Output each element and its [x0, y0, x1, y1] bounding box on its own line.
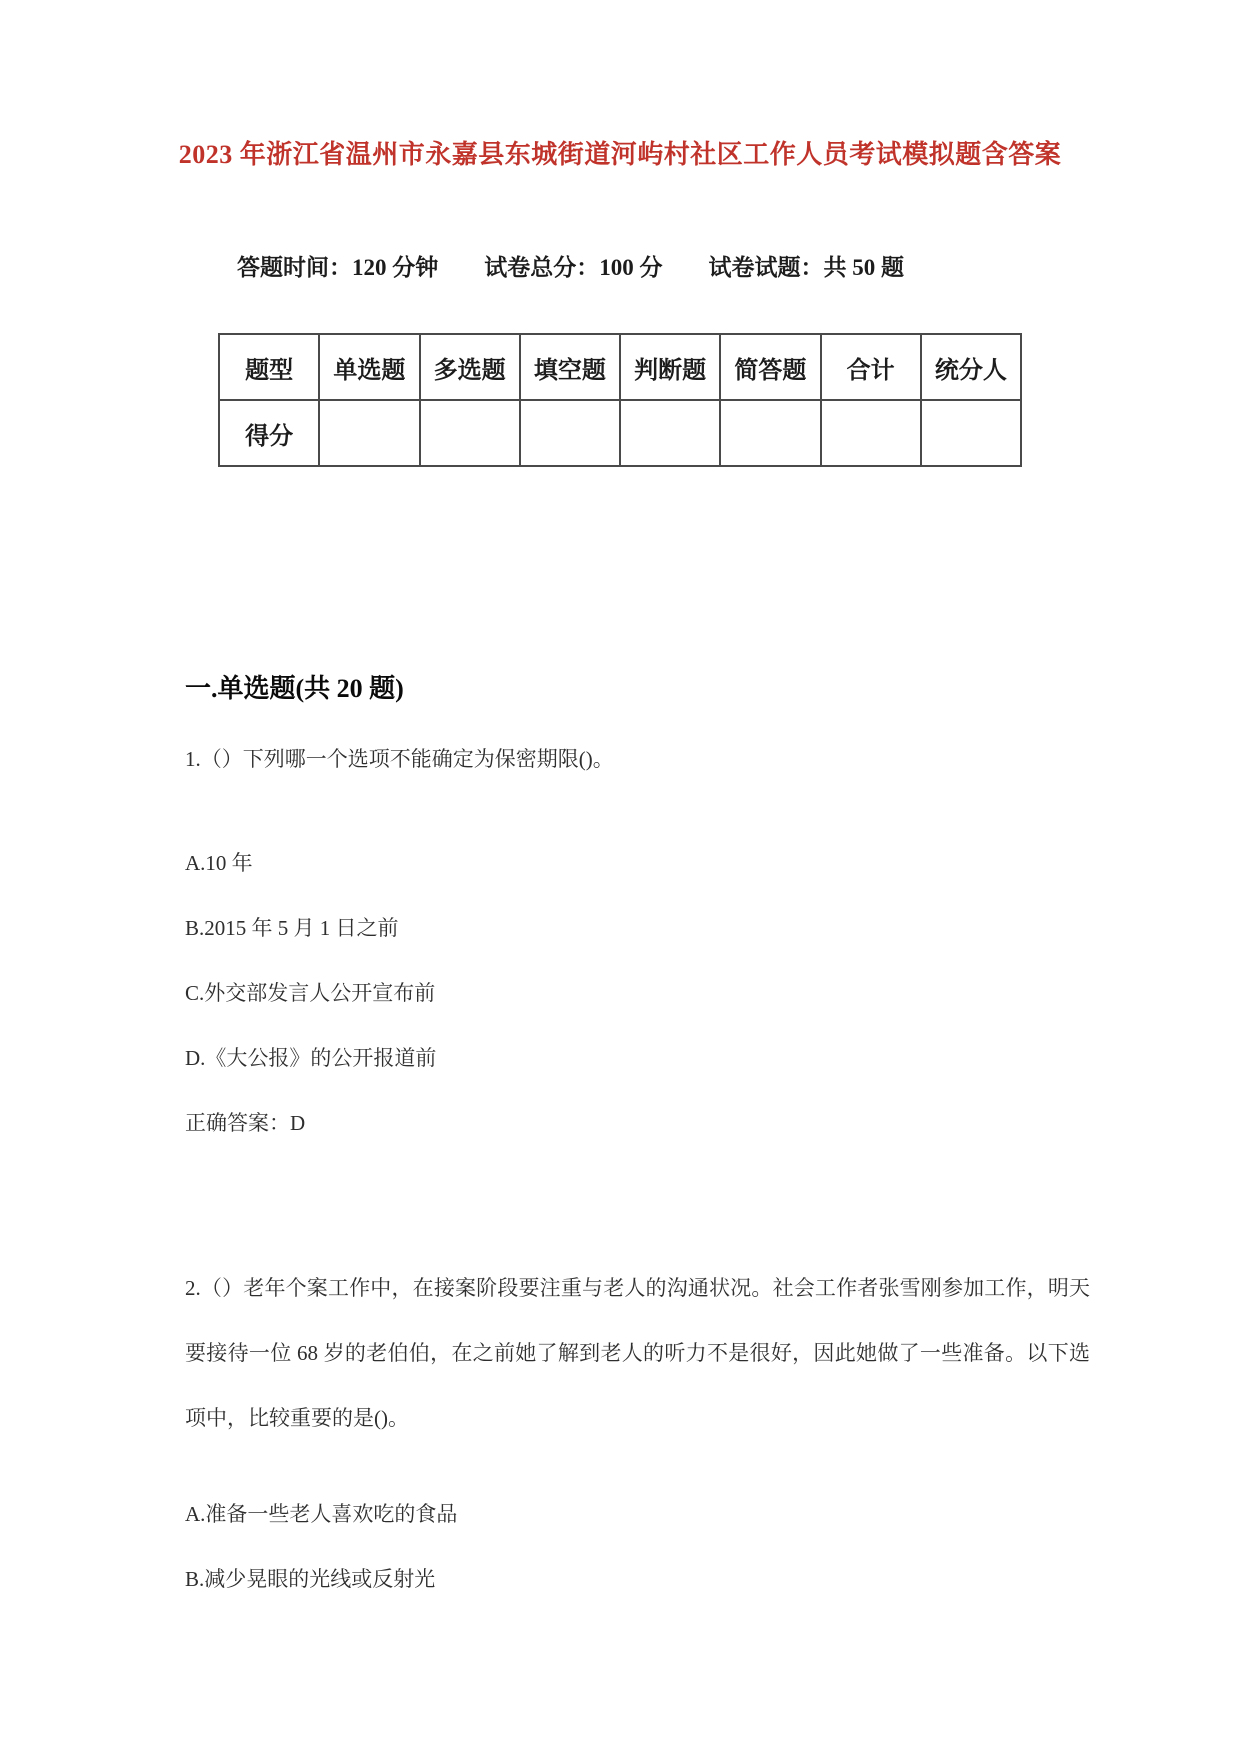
score-table-header-cell: 填空题 — [520, 334, 620, 400]
score-cell-empty — [821, 400, 921, 466]
score-table-value-row — [219, 400, 1021, 466]
question-2-option-a: A.准备一些老人喜欢吃的食品 — [185, 1502, 458, 1526]
score-table — [218, 333, 1022, 467]
page-title: 2023 年浙江省温州市永嘉县东城街道河屿村社区工作人员考试模拟题含答案 — [178, 140, 1062, 169]
score-table-header-cell: 统分人 — [921, 334, 1021, 400]
question-1-option-d: D.《大公报》的公开报道前 — [185, 1046, 437, 1070]
exam-meta-time: 答题时间：120 分钟 — [237, 255, 439, 280]
question-1-answer: 正确答案：D — [185, 1111, 306, 1135]
score-table-header-cell: 简答题 — [720, 334, 820, 400]
score-cell-empty — [620, 400, 720, 466]
score-table-header-cell: 合计 — [821, 334, 921, 400]
question-2-option-b: B.减少晃眼的光线或反射光 — [185, 1567, 436, 1591]
score-table-header-cell: 多选题 — [420, 334, 520, 400]
question-1-option-b: B.2015 年 5 月 1 日之前 — [185, 916, 399, 940]
question-1-options — [185, 831, 1090, 1156]
score-cell-empty — [720, 400, 820, 466]
question-1-option-c: C.外交部发言人公开宣布前 — [185, 981, 436, 1005]
question-1-stem: 1.（）下列哪一个选项不能确定为保密期限()。 — [185, 747, 614, 771]
question-2 — [185, 1256, 1090, 1612]
question-2-stem: 2.（）老年个案工作中，在接案阶段要注重与老人的沟通状况。社会工作者张雪刚参加工作，明天要接待一位 68 岁的老伯伯，在之前她了解到老人的听力不是很好，因此她做了一些准备。以下选项中，比较重要的是()。 — [185, 1276, 1090, 1430]
score-cell-empty — [420, 400, 520, 466]
exam-meta-count: 试卷试题：共 50 题 — [708, 255, 904, 280]
exam-meta-total: 试卷总分：100 分 — [484, 255, 663, 280]
score-table-header-row — [219, 334, 1021, 400]
score-cell-empty — [921, 400, 1021, 466]
score-table-header-cell: 题型 — [219, 334, 319, 400]
score-cell-empty — [319, 400, 419, 466]
question-1-option-a: A.10 年 — [185, 851, 253, 875]
score-row-label: 得分 — [219, 400, 319, 466]
score-table-header-cell: 判断题 — [620, 334, 720, 400]
title-row — [0, 134, 1240, 171]
section-heading: 一.单选题(共 20 题) — [185, 674, 404, 703]
question-1 — [185, 727, 1090, 1156]
score-cell-empty — [520, 400, 620, 466]
question-2-options — [185, 1482, 1090, 1612]
exam-meta — [237, 249, 904, 282]
score-table-header-cell: 单选题 — [319, 334, 419, 400]
